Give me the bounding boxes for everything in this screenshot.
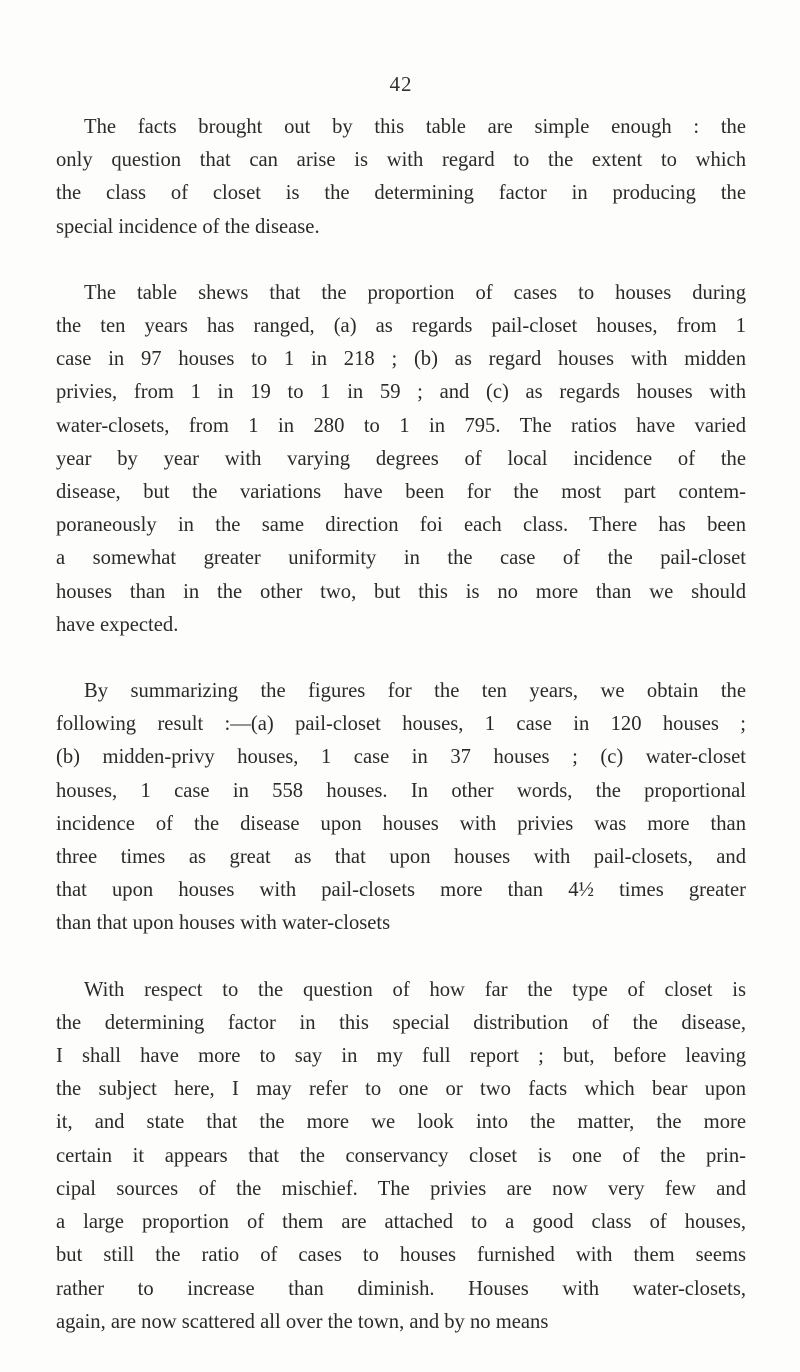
- text-line: the subject here, I may refer to one or two facts which bear upon: [56, 1078, 746, 1101]
- text-line: disease, but the variations have been for the most part contem-: [56, 481, 746, 504]
- text-line: again, are now scattered all over the town, and by no means: [56, 1310, 549, 1333]
- text-line: a somewhat greater uniformity in the case of the pail-closet: [56, 547, 746, 570]
- text-line: cipal sources of the mischief. The privies are now very few and: [56, 1177, 746, 1200]
- text-line: only question that can arise is with regard to the extent to which: [56, 149, 746, 172]
- text-line: special incidence of the disease.: [56, 215, 320, 238]
- text-line: that upon houses with pail-closets more than 4½ times greater: [56, 879, 746, 902]
- text-line: certain it appears that the conservancy closet is one of the prin-: [56, 1144, 746, 1167]
- text-line: incidence of the disease upon houses with privies was more than: [56, 812, 746, 835]
- text-line: privies, from 1 in 19 to 1 in 59 ; and (c) as regards houses with: [56, 381, 746, 404]
- text-line: poraneously in the same direction foi each class. There has been: [56, 514, 746, 537]
- paragraph-1: [56, 111, 746, 244]
- text-line: houses, 1 case in 558 houses. In other words, the proportional: [56, 779, 746, 802]
- text-line: following result :—(a) pail-closet houses, 1 case in 120 houses ;: [56, 713, 746, 736]
- text-line: year by year with varying degrees of local incidence of the: [56, 447, 746, 470]
- text-line: have expected.: [56, 613, 179, 636]
- text-line: With respect to the question of how far the type of closet is: [84, 978, 746, 1001]
- paragraph-3: [56, 675, 746, 941]
- text-line: three times as great as that upon houses with pail-closets, and: [56, 846, 746, 869]
- text-line: houses than in the other two, but this is no more than we should: [56, 580, 746, 603]
- text-line: The table shews that the proportion of cases to houses during: [84, 281, 746, 304]
- text-line: a large proportion of them are attached to a good class of houses,: [56, 1211, 746, 1234]
- text-line: it, and state that the more we look into the matter, the more: [56, 1111, 746, 1134]
- text-line: water-closets, from 1 in 280 to 1 in 795. The ratios have varied: [56, 414, 746, 437]
- text-line: than that upon houses with water-closets: [56, 912, 391, 935]
- text-line: the determining factor in this special distribution of the disease,: [56, 1011, 746, 1034]
- text-line: I shall have more to say in my full report ; but, before leaving: [56, 1045, 746, 1068]
- text-line: (b) midden-privy houses, 1 case in 37 houses ; (c) water-closet: [56, 746, 746, 769]
- text-line: case in 97 houses to 1 in 218 ; (b) as regard houses with midden: [56, 348, 746, 371]
- page-number: 42: [389, 72, 413, 96]
- text-line: By summarizing the figures for the ten years, we obtain the: [84, 680, 746, 703]
- text-line: the class of closet is the determining factor in producing the: [56, 182, 746, 205]
- paragraph-2: [56, 277, 746, 642]
- text-line: the ten years has ranged, (a) as regards pail-closet houses, from 1: [56, 315, 746, 338]
- text-line: rather to increase than diminish. Houses with water-closets,: [56, 1277, 746, 1300]
- document-page: [56, 72, 746, 1372]
- text-line: The facts brought out by this table are simple enough : the: [84, 116, 746, 138]
- text-line: but still the ratio of cases to houses furnished with them seems: [56, 1244, 746, 1267]
- paragraph-4: [56, 974, 746, 1339]
